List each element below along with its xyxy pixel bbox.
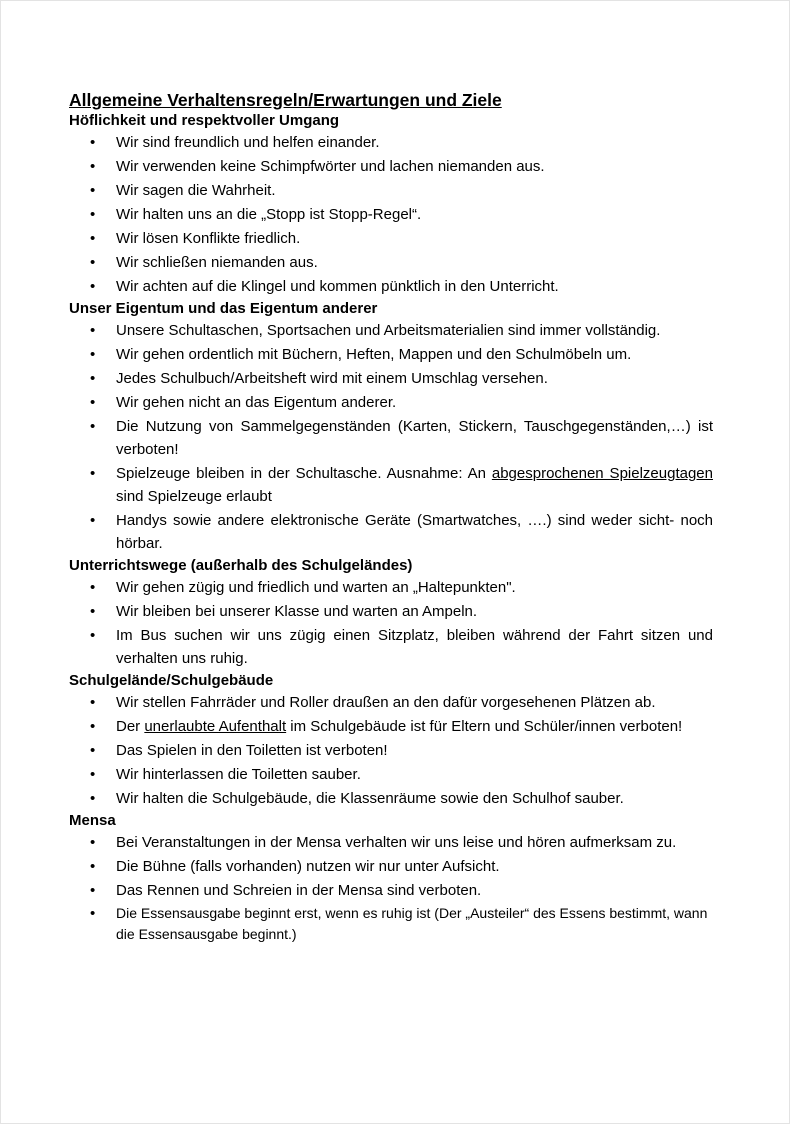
rule-item: • Wir bleiben bei unserer Klasse und warten an Ampeln. — [69, 600, 713, 623]
rule-item: • Die Bühne (falls vorhanden) nutzen wir nur unter Aufsicht. — [69, 855, 713, 878]
rule-text: Spielzeuge bleiben in der Schultasche. Ausnahme: An — [116, 465, 492, 482]
rule-item: • Wir gehen ordentlich mit Büchern, Heften, Mappen und den Schulmöbeln um. — [69, 343, 713, 366]
rule-text: Der — [116, 718, 145, 735]
rule-item — [69, 462, 713, 508]
rule-item: • Handys sowie andere elektronische Geräte (Smartwatches, ….) sind weder sicht- noch hörbar. — [69, 509, 713, 555]
rule-item: • Das Spielen in den Toiletten ist verboten! — [69, 739, 713, 762]
rule-list — [69, 576, 713, 670]
rule-item: • Bei Veranstaltungen in der Mensa verhalten wir uns leise und hören aufmerksam zu. — [69, 831, 713, 854]
document-title: Allgemeine Verhaltensregeln/Erwartungen und Ziele — [69, 90, 502, 110]
rule-item: • Jedes Schulbuch/Arbeitsheft wird mit einem Umschlag versehen. — [69, 367, 713, 390]
rule-item: • Wir halten die Schulgebäude, die Klassenräume sowie den Schulhof sauber. — [69, 787, 713, 810]
rule-list — [69, 691, 713, 810]
section-heading: Unterrichtswege (außerhalb des Schulgeländes) — [69, 557, 413, 574]
rule-item: • Unsere Schultaschen, Sportsachen und Arbeitsmaterialien sind immer vollständig. — [69, 319, 713, 342]
rule-item: • Wir achten auf die Klingel und kommen pünktlich in den Unterricht. — [69, 275, 713, 298]
rule-item: • Wir sind freundlich und helfen einander. — [69, 131, 713, 154]
rule-item: • Das Rennen und Schreien in der Mensa sind verboten. — [69, 879, 713, 902]
rule-item: • Wir schließen niemanden aus. — [69, 251, 713, 274]
section-heading: Mensa — [69, 812, 116, 829]
section-heading: Unser Eigentum und das Eigentum anderer — [69, 300, 378, 317]
rule-item: • Wir hinterlassen die Toiletten sauber. — [69, 763, 713, 786]
rule-item: • Die Essensausgabe beginnt erst, wenn es ruhig ist (Der „Austeiler“ des Essens bestimmt, wann die Essensausgabe beginnt.) — [69, 903, 713, 945]
rule-list — [69, 319, 713, 555]
rule-item: • Wir sagen die Wahrheit. — [69, 179, 713, 202]
rule-item: • Wir lösen Konflikte friedlich. — [69, 227, 713, 250]
section-heading: Höflichkeit und respektvoller Umgang — [69, 112, 340, 129]
rule-item: • Wir gehen zügig und friedlich und warten an „Haltepunkten". — [69, 576, 713, 599]
section-heading: Schulgelände/Schulgebäude — [69, 672, 274, 689]
rule-text: sind Spielzeuge erlaubt — [116, 488, 272, 505]
rule-item — [69, 715, 713, 738]
rule-item: • Wir verwenden keine Schimpfwörter und lachen niemanden aus. — [69, 155, 713, 178]
underlined-text: abgesprochenen Spielzeugtagen — [491, 465, 713, 482]
rule-item: • Die Nutzung von Sammelgegenständen (Karten, Stickern, Tauschgegenständen,…) ist verboten! — [69, 415, 713, 461]
rule-list — [69, 831, 713, 945]
document-content — [69, 89, 713, 946]
rule-list — [69, 131, 713, 298]
rule-item: • Im Bus suchen wir uns zügig einen Sitzplatz, bleiben während der Fahrt sitzen und verhalten uns ruhig. — [69, 624, 713, 670]
rule-item: • Wir stellen Fahrräder und Roller draußen an den dafür vorgesehenen Plätzen ab. — [69, 691, 713, 714]
rule-text: im Schulgebäude ist für Eltern und Schüler/innen verboten! — [286, 718, 683, 735]
rule-item: • Wir gehen nicht an das Eigentum anderer. — [69, 391, 713, 414]
underlined-text: unerlaubte Aufenthalt — [144, 718, 287, 735]
rule-item: • Wir halten uns an die „Stopp ist Stopp-Regel“. — [69, 203, 713, 226]
